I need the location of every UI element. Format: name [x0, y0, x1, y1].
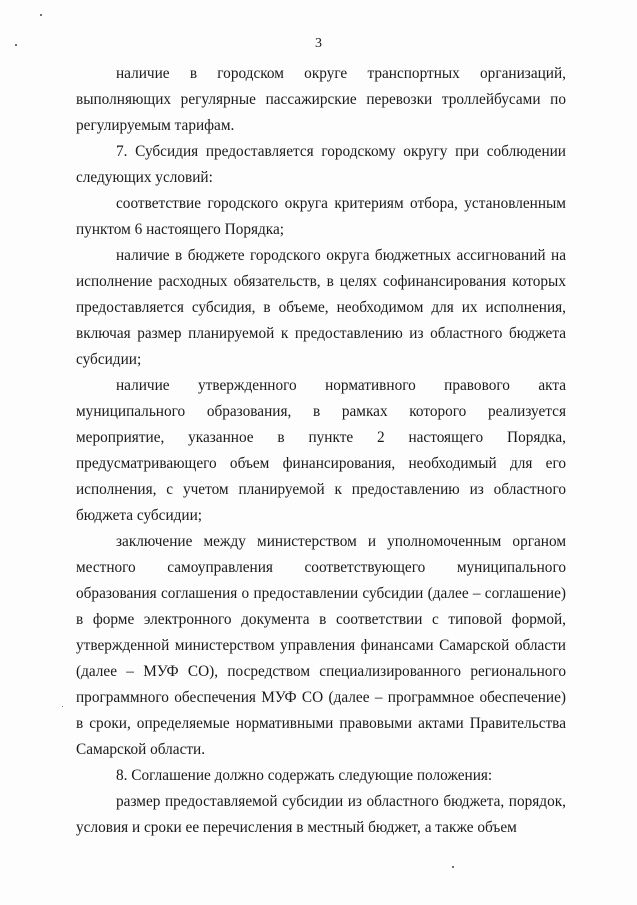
- paragraph-selection-criteria: соответствие городского округа критериям отбора, установленным пунктом 6 настоящего Порядка;: [76, 195, 566, 238]
- paragraph-subsidy-amount: размер предоставляемой субсидии из областного бюджета, порядок, условия и сроки ее перечисления в местный бюджет, а также объем: [76, 793, 566, 836]
- paragraph-agreement-provisions: 8. Соглашение должно содержать следующие положения:: [116, 767, 493, 784]
- scan-speck: [452, 866, 454, 868]
- paragraph-transport-organizations: наличие в городском округе транспортных организаций, выполняющих регулярные пассажирские перевозки троллейбусами по регулируемым тарифам.: [76, 65, 566, 134]
- page-number: 3: [315, 36, 322, 51]
- scan-speck: [62, 706, 63, 707]
- paragraph-municipal-act: наличие утвержденного нормативного правового акта муниципального образования, в рамках которого реализуется мероприятие, указанное в пункте 2 настоящего Порядка, предусматривающего объем финансирования, необходимый для его исполнения, с учетом планируемой к предоставлению из областного бюджета субсидии;: [76, 377, 566, 524]
- paragraph-agreement-conclusion: заключение между министерством и уполномоченным органом местного самоуправления соответствующего муниципального образования соглашения о предоставлении субсидии (далее – соглашение) в форме электронного документа в соответствии с типовой формой, утвержденной министерством управления финансами Самарской области (далее – МУФ СО), посредством специализированного регионального программного обеспечения МУФ СО (далее – программное обеспечение) в сроки, определяемые нормативными правовыми актами Правительства Самарской области.: [76, 533, 566, 758]
- scan-speck: [40, 14, 42, 16]
- document-body: [76, 61, 566, 841]
- scan-speck: [15, 44, 17, 46]
- paragraph-budget-allocations: наличие в бюджете городского округа бюджетных ассигнований на исполнение расходных обязательств, в целях софинансирования которых предоставляется субсидия, в объеме, необходимом для их исполнения, включая размер планируемой к предоставлению из областного бюджета субсидии;: [76, 247, 566, 368]
- paragraph-subsidy-conditions: 7. Субсидия предоставляется городскому округу при соблюдении следующих условий:: [76, 143, 566, 186]
